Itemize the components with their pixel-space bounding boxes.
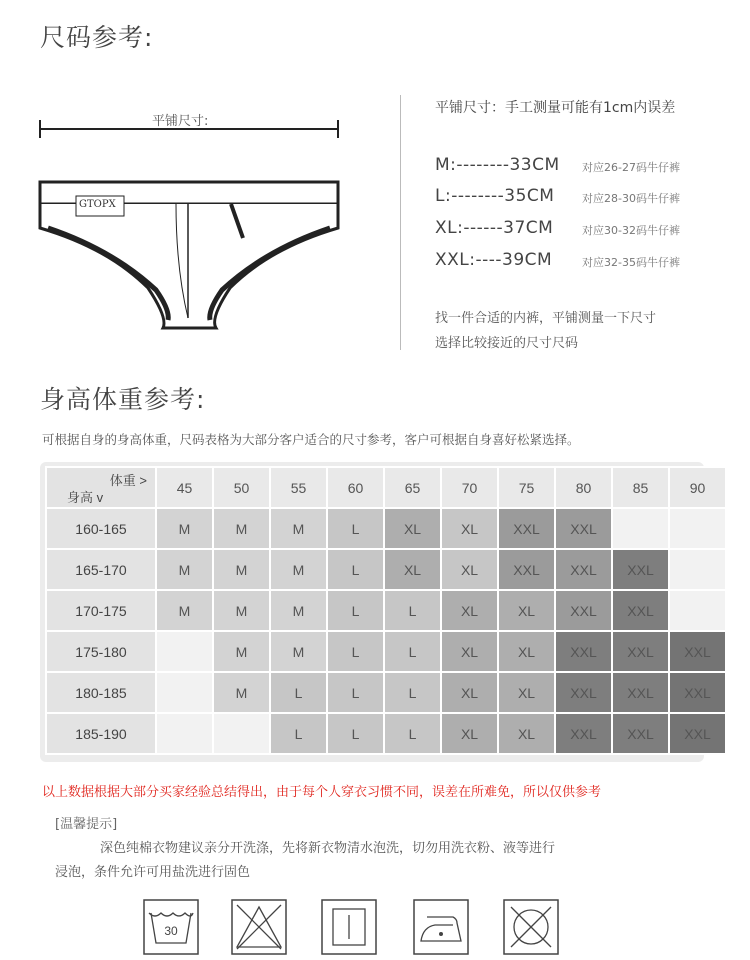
weight-header: 50 bbox=[213, 467, 270, 508]
weight-header: 90 bbox=[669, 467, 726, 508]
tips-line-2: 浸泡，条件允许可用盐洗进行固色 bbox=[55, 865, 251, 880]
fit-xl: 对应30-32码牛仔裤 bbox=[582, 224, 680, 237]
corner-height-label: 身高 v bbox=[67, 490, 104, 505]
fit-m: 对应26-27码牛仔裤 bbox=[582, 161, 680, 174]
size-cell: XL bbox=[441, 508, 498, 549]
size-cell: L bbox=[327, 549, 384, 590]
size-cell: XL bbox=[441, 549, 498, 590]
height-label: 175-180 bbox=[46, 631, 156, 672]
weight-header: 45 bbox=[156, 467, 213, 508]
measure-arrow bbox=[38, 118, 340, 140]
disclaimer: 以上数据根据大部分买家经验总结得出，由于每个人穿衣习惯不同，误差在所难免，所以仅供参考 bbox=[42, 785, 602, 800]
weight-header: 60 bbox=[327, 467, 384, 508]
weight-header: 65 bbox=[384, 467, 441, 508]
size-cell: M bbox=[156, 549, 213, 590]
table-header-row bbox=[46, 467, 726, 508]
size-cell: XXL bbox=[612, 631, 669, 672]
height-label: 160-165 bbox=[46, 508, 156, 549]
size-cell: XXL bbox=[612, 590, 669, 631]
size-m: M:--------33CM bbox=[435, 155, 560, 175]
size-cell: L bbox=[384, 713, 441, 754]
size-cell: XL bbox=[498, 672, 555, 713]
corner-cell bbox=[46, 467, 156, 508]
size-cell bbox=[156, 672, 213, 713]
size-cell: L bbox=[384, 631, 441, 672]
weight-header: 80 bbox=[555, 467, 612, 508]
size-cell bbox=[156, 631, 213, 672]
advice-line-2: 选择比较接近的尺寸尺码 bbox=[435, 336, 579, 351]
table-row bbox=[46, 713, 726, 754]
size-cell: XXL bbox=[612, 672, 669, 713]
size-reference-title: 尺码参考: bbox=[40, 23, 154, 52]
size-cell: L bbox=[384, 672, 441, 713]
size-cell: XXL bbox=[669, 672, 726, 713]
weight-header: 75 bbox=[498, 467, 555, 508]
size-chart-table bbox=[45, 466, 727, 755]
size-cell: M bbox=[156, 590, 213, 631]
size-cell: XXL bbox=[669, 713, 726, 754]
height-weight-desc: 可根据自身的身高体重，尺码表格为大部分客户适合的尺寸参考，客户可根据自身喜好松紧选择。 bbox=[42, 432, 580, 447]
size-l: L:--------35CM bbox=[435, 186, 555, 206]
size-cell: XXL bbox=[669, 631, 726, 672]
size-cell: L bbox=[384, 590, 441, 631]
size-cell: XXL bbox=[612, 713, 669, 754]
size-cell: XL bbox=[498, 590, 555, 631]
table-row bbox=[46, 590, 726, 631]
table-row bbox=[46, 631, 726, 672]
size-cell: M bbox=[213, 508, 270, 549]
size-cell: XXL bbox=[498, 508, 555, 549]
height-label: 170-175 bbox=[46, 590, 156, 631]
size-cell: L bbox=[327, 631, 384, 672]
size-cell: M bbox=[270, 549, 327, 590]
size-cell: M bbox=[270, 508, 327, 549]
size-cell: M bbox=[213, 672, 270, 713]
size-cell bbox=[669, 590, 726, 631]
size-cell: XXL bbox=[555, 549, 612, 590]
measure-note: 平铺尺寸：手工测量可能有1cm内误差 bbox=[435, 100, 676, 116]
size-cell: M bbox=[213, 590, 270, 631]
size-cell: L bbox=[270, 672, 327, 713]
size-cell: L bbox=[270, 713, 327, 754]
size-cell: M bbox=[270, 590, 327, 631]
size-cell: XL bbox=[441, 631, 498, 672]
size-cell: L bbox=[327, 672, 384, 713]
size-cell: M bbox=[270, 631, 327, 672]
tips-line-1: 深色纯棉衣物建议亲分开洗涤，先将新衣物清水泡洗，切勿用洗衣粉、液等进行 bbox=[100, 841, 556, 856]
iron-low-icon bbox=[413, 899, 469, 955]
size-cell: XL bbox=[498, 631, 555, 672]
size-cell: XL bbox=[384, 549, 441, 590]
flat-measure-label: 平铺尺寸: bbox=[152, 114, 209, 129]
size-cell: M bbox=[213, 549, 270, 590]
size-cell bbox=[669, 508, 726, 549]
tips-title: [温馨提示] bbox=[55, 817, 118, 832]
fit-xxl: 对应32-35码牛仔裤 bbox=[582, 256, 680, 269]
height-label: 180-185 bbox=[46, 672, 156, 713]
size-cell: XXL bbox=[555, 713, 612, 754]
size-cell bbox=[612, 508, 669, 549]
brand-tag: GTOPX bbox=[79, 199, 116, 210]
size-cell: XL bbox=[441, 672, 498, 713]
weight-header: 85 bbox=[612, 467, 669, 508]
weight-header: 70 bbox=[441, 467, 498, 508]
size-cell: XL bbox=[441, 590, 498, 631]
size-cell: XXL bbox=[555, 508, 612, 549]
table-row bbox=[46, 508, 726, 549]
size-cell: XL bbox=[498, 713, 555, 754]
height-weight-title: 身高体重参考: bbox=[40, 385, 206, 414]
no-tumble-dry-icon bbox=[503, 899, 559, 955]
table-row bbox=[46, 549, 726, 590]
size-xxl: XXL:----39CM bbox=[435, 250, 553, 270]
size-cell bbox=[156, 713, 213, 754]
size-cell: XXL bbox=[555, 590, 612, 631]
size-cell: L bbox=[327, 713, 384, 754]
size-cell: L bbox=[327, 590, 384, 631]
height-label: 165-170 bbox=[46, 549, 156, 590]
wash-30-icon bbox=[143, 899, 199, 955]
size-xl: XL:------37CM bbox=[435, 218, 554, 238]
height-label: 185-190 bbox=[46, 713, 156, 754]
size-cell: XXL bbox=[498, 549, 555, 590]
divider bbox=[400, 95, 401, 350]
no-bleach-icon bbox=[231, 899, 287, 955]
size-cell: L bbox=[327, 508, 384, 549]
weight-header: 55 bbox=[270, 467, 327, 508]
size-cell: XL bbox=[384, 508, 441, 549]
hang-dry-icon bbox=[321, 899, 377, 955]
fit-l: 对应28-30码牛仔裤 bbox=[582, 192, 680, 205]
size-cell: M bbox=[213, 631, 270, 672]
size-cell: XXL bbox=[612, 549, 669, 590]
size-cell: XXL bbox=[555, 631, 612, 672]
size-cell bbox=[213, 713, 270, 754]
size-cell: XXL bbox=[555, 672, 612, 713]
table-row bbox=[46, 672, 726, 713]
advice-line-1: 找一件合适的内裤，平铺测量一下尺寸 bbox=[435, 311, 657, 326]
wash-temp: 30 bbox=[164, 924, 178, 938]
size-cell: XL bbox=[441, 713, 498, 754]
size-cell: M bbox=[156, 508, 213, 549]
size-cell bbox=[669, 549, 726, 590]
corner-weight-label: 体重 > bbox=[109, 473, 147, 488]
